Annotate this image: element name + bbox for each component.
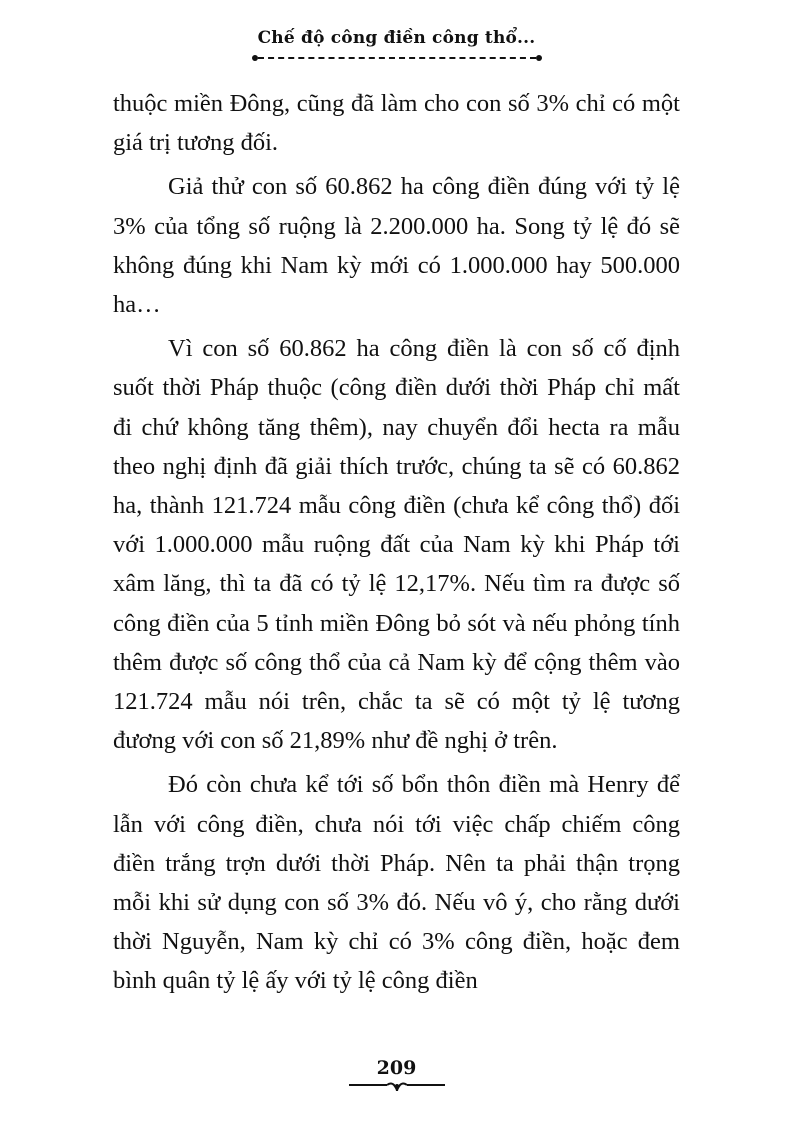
paragraph-2: Giả thử con số 60.862 ha công điền đúng với tỷ lệ 3% của tổng số ruộng là 2.200.000 ha. Song tỷ lệ đó sẽ không đúng khi Nam kỳ mới có 1.000.000 hay 500.000 ha… xyxy=(113,173,680,319)
page-number: 209 xyxy=(376,1057,417,1079)
page-body xyxy=(113,84,680,1001)
page-footer xyxy=(0,1058,793,1093)
rule-dot-right-icon xyxy=(536,55,542,61)
scroll-ornament-icon xyxy=(347,1081,447,1093)
paragraph-4: Đó còn chưa kể tới số bổn thôn điền mà Henry để lẫn với công điền, chưa nói tới việc chấp chiếm công điền trắng trợn dưới thời Pháp. Nên ta phải thận trọng mỗi khi sử dụng con số 3% đó. Nếu vô ý, cho rằng dưới thời Nguyễn, Nam kỳ chỉ có 3% công điền, hoặc đem bình quân tỷ lệ ấy với tỷ lệ công điền xyxy=(113,771,680,995)
running-title: Chế độ công điền công thổ... xyxy=(257,28,536,48)
paragraph-3: Vì con số 60.862 ha công điền là con số cố định suốt thời Pháp thuộc (công điền dưới thời Pháp chỉ mất đi chứ không tăng thêm), nay chuyển đổi hecta ra mẫu theo nghị định đã giải thích trước, chúng ta sẽ có 60.862 ha, thành 121.724 mẫu công điền (chưa kể công thổ) đối với 1.000.000 mẫu ruộng đất của Nam kỳ khi Pháp tới xâm lăng, thì ta đã có tỷ lệ 12,17%. Nếu tìm ra được số công điền của 5 tỉnh miền Đông bỏ sót và nếu phỏng tính thêm được số công thổ của cả Nam kỳ để cộng thêm vào 121.724 mẫu nói trên, chắc ta sẽ có một tỷ lệ tương đương với con số 21,89% như đề nghị ở trên. xyxy=(113,335,680,755)
rule-dash-line xyxy=(258,57,536,59)
running-header xyxy=(0,28,793,61)
paragraph-1: thuộc miền Đông, cũng đã làm cho con số 3% chỉ có một giá trị tương đối. xyxy=(113,90,680,157)
header-dashed-rule xyxy=(252,55,542,61)
